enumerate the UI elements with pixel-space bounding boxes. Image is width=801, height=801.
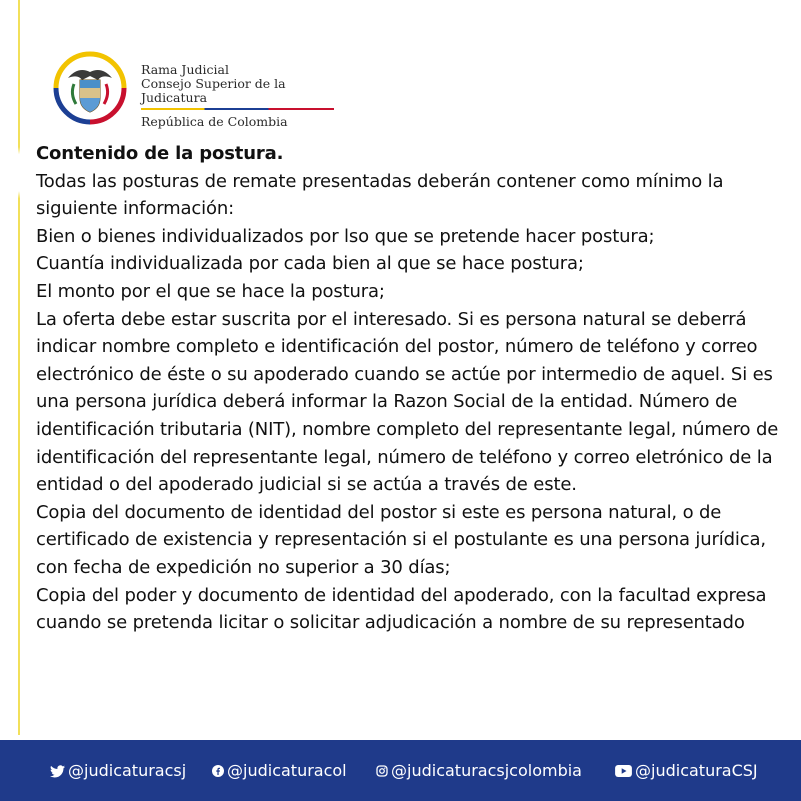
instagram-icon <box>376 765 388 777</box>
org-name-line2: Consejo Superior de la Judicatura <box>141 76 286 105</box>
social-twitter[interactable] <box>50 761 186 781</box>
notice-paragraph: Cuantía individualizada por cada bien al que se hace postura; <box>36 253 584 275</box>
social-handle: @judicaturacsj <box>68 761 187 780</box>
notice-paragraph: Copia del documento de identidad del postor si este es persona natural, o de certificado de existencia y representación si el postulante es una persona jurídica, con fecha de expedición no superior a 30 días; <box>36 501 766 578</box>
social-handle: @judicaturaCSJ <box>635 761 758 780</box>
social-instagram[interactable] <box>376 761 582 781</box>
org-country: República de Colombia <box>141 114 288 129</box>
coat-of-arms-seal-icon <box>52 50 128 126</box>
notice-paragraph: La oferta debe estar suscrita por el interesado. Si es persona natural se deberrá indicar nombre completo e identificación del postor, número de teléfono y correo electrónico de éste o su apoderado cuando se actúe por intermedio de aquel. Si es una persona jurídica deberá informar la Razon Social de la entidad. Número de identificación tributaria (NIT), nombre completo del representante legal, número de identificación del representante legal, número de teléfono y correo eletrónico de la entidad o del apoderado judicial si se actúa a través de este. <box>36 308 779 496</box>
youtube-icon <box>615 765 632 777</box>
institution-logo <box>52 50 352 130</box>
twitter-icon <box>50 765 65 778</box>
notice-paragraph: El monto por el que se hace la postura; <box>36 280 385 302</box>
org-name-line1: Rama Judicial <box>141 62 229 77</box>
notice-paragraph: Bien o bienes individualizados por lso que se pretende hacer postura; <box>36 225 655 247</box>
notice-heading: Contenido de la postura. <box>36 143 284 164</box>
accent-line <box>18 0 20 735</box>
flag-color-rule <box>141 108 334 110</box>
social-handle: @judicaturacol <box>227 761 347 780</box>
social-footer <box>0 740 801 801</box>
notice-paragraph: Todas las posturas de remate presentadas deberán contener como mínimo la siguiente información: <box>36 170 724 220</box>
social-handle: @judicaturacsjcolombia <box>391 761 582 780</box>
social-facebook[interactable] <box>212 761 347 781</box>
social-youtube[interactable] <box>615 761 758 781</box>
notice-body <box>36 140 786 637</box>
notice-paragraph: Copia del poder y documento de identidad del apoderado, con la facultad expresa cuando se pretenda licitar o solicitar adjudicación a nombre de su representado <box>36 584 767 634</box>
facebook-icon <box>212 765 224 777</box>
